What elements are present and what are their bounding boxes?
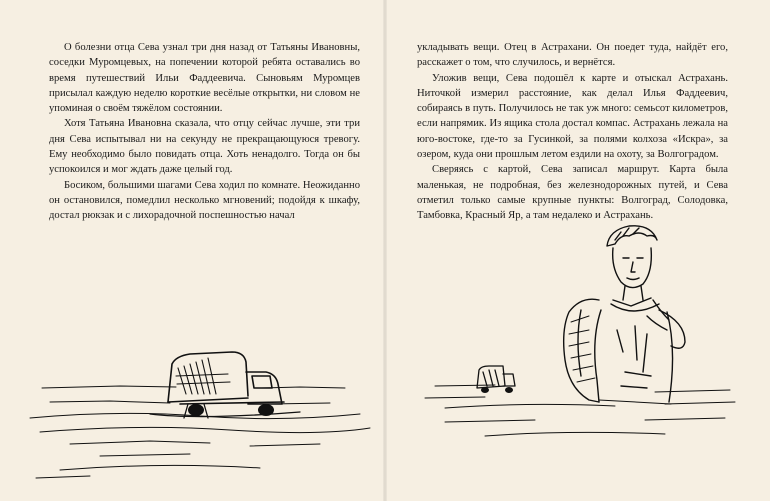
paragraph: Уложив вещи, Сева подошёл к карте и отыскал Астрахань. Ниточкой измерил расстояние, как делал Илья Фаддеевич, собираясь в путь. Получилось не так уж много: семьсот километров, если напрямик. Из ящика стола достал компас. Астрахань лежала на юго-востоке, где-то за Гусинкой, за полями колхоза «Искра», за озером, куда они прошлым летом ездили на охоту, за Волгоградом. [417,72,728,161]
paragraph: Хотя Татьяна Ивановна сказала, что отцу сейчас лучше, эти три дня Сева испытывал ни на секунду не прекращающуюся тревогу. Ему необходимо было повидать отца. Хоть ненадолго. Тогда он бы успокоился и мог ждать даже целый год. [49,118,360,176]
paragraph: Сверяясь с картой, Сева записал маршрут. Карта была маленькая, не подробная, без железнодорожных путей, и Сева отметил только самые крупные пункты: Волгоград, Солодовка, Тамбовка, Красный Яр, а там недалеко и Астрахань. [417,164,728,222]
boy-illustration [385,0,770,501]
paragraph: О болезни отца Сева узнал три дня назад от Татьяны Ивановны, соседки Муромцевых, на попечении которой ребята оставались во время путешествий Ильи Фаддеевича. Сыновьям Муромцев присылал каждую неделю короткие весёлые открытки, ни словом не упоминая о своём тяжёлом состоянии. [49,42,360,115]
paragraph: Босиком, большими шагами Сева ходил по комнате. Неожиданно он остановился, помедлил несколько мгновений; подойдя к шкафу, достал рюкзак и с лихорадочной поспешностью начал [49,179,360,222]
right-page [385,0,770,501]
paragraph: укладывать вещи. Отец в Астрахани. Он поедет туда, найдёт его, расскажет о том, что случилось, и вернётся. [417,42,728,69]
